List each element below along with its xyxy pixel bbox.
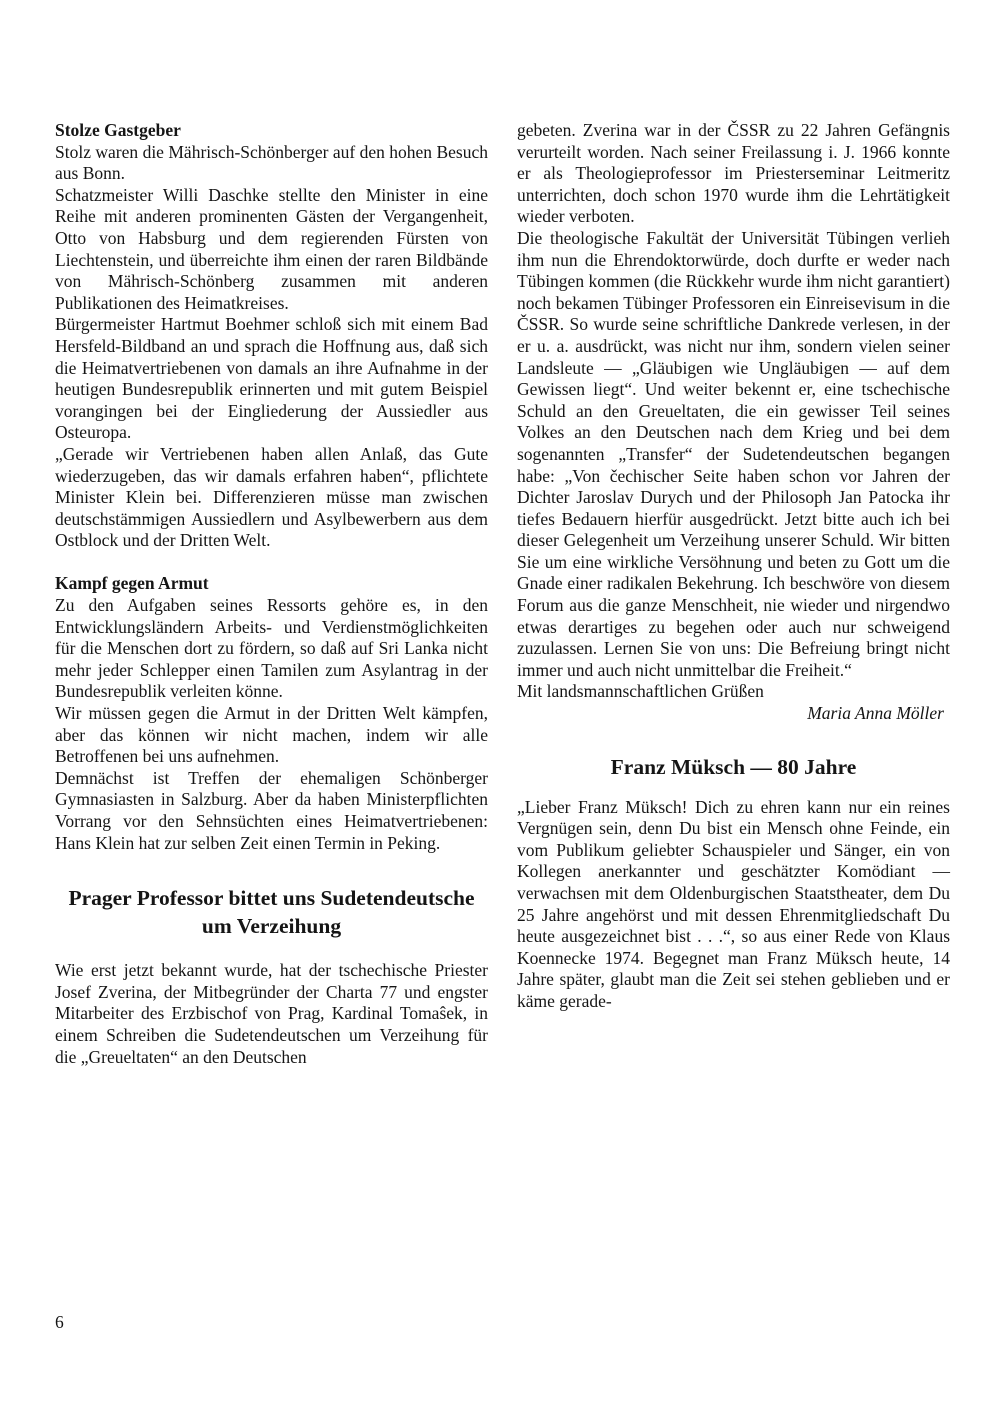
paragraph: Stolz waren die Mährisch-Schönberger auf den hohen Besuch aus Bonn. <box>55 141 488 184</box>
paragraph: Wie erst jetzt bekannt wurde, hat der tschechische Priester Josef Zverina, der Mitbegründer der Charta 77 und engster Mitarbeiter des Erzbischof von Prag, Kardinal Tomaŝek, in einem Schreiben die Sudetendeutschen um Verzeihung für die „Greueltaten“ an den Deutschen <box>55 960 488 1067</box>
paragraph: Bürgermeister Hartmut Boehmer schloß sich mit einem Bad Hersfeld-Bildband an und sprach die Hoffnung aus, daß sich die Heimatvertriebenen von damals an ihre Aufnahme in der heutigen Bundesrepublik erinnerten und mit gutem Beispiel vorangingen bei der Eingliederung der Aussiedler aus Osteuropa. <box>55 314 488 443</box>
right-column <box>517 120 950 1013</box>
section-stolze-gastgeber <box>55 120 488 552</box>
article-heading: Franz Müksch — 80 Jahre <box>610 754 857 779</box>
paragraph: Wir müssen gegen die Armut in der Dritten Welt kämpfen, aber das können wir nicht machen, indem wir alle Betroffenen bei uns aufnehmen. <box>55 703 488 767</box>
paragraph: „Lieber Franz Müksch! Dich zu ehren kann nur ein reines Vergnügen sein, denn Du bist ein Mensch ohne Feinde, ein vom Publikum geliebter Schauspieler und Sänger, ein von Kollegen anerkannter und geschätzter Komödiant — verwachsen mit dem Oldenburgischen Staatstheater, dem Du 25 Jahre angehörst und mit dessen Ehrenmitgliedschaft Du heute ausgezeichnet bist . . .“, so aus einer Rede von Klaus Koennecke 1974. Begegnet man Franz Müksch heute, 14 Jahre später, glaubt man die Zeit sei stehen geblieben und er käme gerade- <box>517 796 950 1011</box>
article-franz-mueksch <box>517 753 950 1013</box>
left-column <box>55 120 488 1068</box>
paragraph: „Gerade wir Vertriebenen haben allen Anlaß, das Gute wiederzugeben, das wir damals erfahren haben“, pflichtete Minister Klein bei. Differenzieren müsse man zwischen deutschstämmigen Aussiedlern und Asylbewerbern aus dem Ostblock und der Dritten Welt. <box>55 443 488 551</box>
two-column-layout <box>55 120 950 1068</box>
article-heading: Prager Professor bittet uns Sudetendeutsche um Verzeihung <box>68 886 475 939</box>
paragraph: Die theologische Fakultät der Universität Tübingen verlieh ihm nun die Ehrendoktorwürde, doch durfte er weder nach Tübingen kommen (die Rückkehr wurde ihm nicht garantiert) noch bekamen Tübinger Professoren ein Einreisevisum in die ČSSR. So wurde seine schriftliche Dankrede verlesen, in der er u. a. ausdrückt, was nicht nur ihm, sondern vielen seiner Landsleute — „Gläubigen wie Ungläubigen — auf dem Gewissen liegt“. Und weiter bekennt er, eine tschechische Schuld an den Greueltaten, die ein gewisser Teil seines Volkes an den Deutschen nach dem Krieg und bei dem sogenannten „Transfer“ der Sudetendeutschen begangen habe: „Von čechischer Seite haben schon vor Jahren der Dichter Jaroslav Durych und der Philosoph Jan Patocka ihr tiefes Bedauern hierfür ausgedrückt. Jetzt bitte auch ich bei dieser Gelegenheit um Verzeihung unserer Schuld. Wir bitten Sie um eine wirkliche Versöhnung und beten zu Gott um die Gnade einer radikalen Bekehrung. Ich beschwöre von diesem Forum aus die ganze Menschheit, nie wieder und nirgendwo etwas derartiges zu begehen oder auch nur schweigend zuzulassen. Lernen Sie von uns: Die Befreiung bringt nicht immer und auch nicht unmittelbar die Freiheit.“ <box>517 227 950 680</box>
paragraph: Schatzmeister Willi Daschke stellte den Minister in eine Reihe mit anderen prominenten Gästen der Vergangenheit, Otto von Habsburg und dem regierenden Fürsten von Liechtenstein, und überreichte ihm einen der raren Bildbände von Mährisch-Schönberg zusammen mit anderen Publikationen des Heimatkreises. <box>55 184 488 313</box>
section-heading: Kampf gegen Armut <box>55 573 209 594</box>
paragraph: gebeten. Zverina war in der ČSSR zu 22 Jahren Gefängnis verurteilt worden. Nach seiner Freilassung i. J. 1966 konnte er als Theologieprofessor im Priesterseminar Leitmeritz unterrichten, doch schon 1970 wurde ihm die Lehrtätigkeit wieder verboten. <box>517 120 950 227</box>
page-number: 6 <box>55 1312 64 1332</box>
paragraph: Demnächst ist Treffen der ehemaligen Schönberger Gymnasiasten in Salzburg. Aber da haben Ministerpflichten Vorrang vor den Sehnsüchten eines Heimatvertriebenen: Hans Klein hat zur selben Zeit einen Termin in Peking. <box>55 767 488 853</box>
article-prager-professor <box>55 884 488 1068</box>
signature: Maria Anna Möller <box>807 703 944 724</box>
closing-line: Mit landsmannschaftlichen Grüßen <box>517 681 764 702</box>
section-heading: Stolze Gastgeber <box>55 120 181 140</box>
paragraph: Zu den Aufgaben seines Ressorts gehöre es, in den Entwicklungsländern Arbeits- und Verdienstmöglichkeiten für die Menschen dort zu fördern, so daß auf Sri Lanka nicht mehr jeder Schlepper einen Tamilen zum Asylantrag in der Bundesrepublik verleiten könne. <box>55 595 488 702</box>
section-kampf-gegen-armut <box>55 573 488 854</box>
